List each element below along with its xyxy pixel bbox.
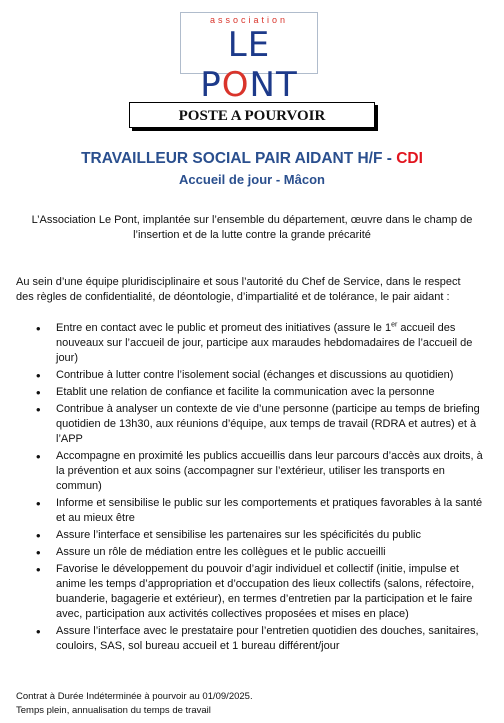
- bullet-sup: er: [391, 321, 398, 329]
- lead-paragraph: Au sein d’une équipe pluridisciplinaire et sous l’autorité du Chef de Service, dans le respect des règles de confidentialité, de déontologie, d’impartialité et de tolérance, le pair aidant :: [16, 276, 461, 303]
- poste-heading-box: POSTE A POURVOIR: [129, 102, 375, 128]
- footer-line-schedule: Temps plein, annualisation du temps de travail: [16, 705, 211, 716]
- logo-name: [181, 25, 317, 105]
- logo-name-suffix: NT: [249, 65, 298, 105]
- list-item: • Assure l’interface avec le prestataire pour l’entretien quotidien des douches, sanitaires, couloirs, SAS, sol bureau accueil et 1 bureau différent/jour: [36, 624, 484, 654]
- intro-paragraph: L’Association Le Pont, implantée sur l’ensemble du département, œuvre dans le champ de l’insertion et de la lutte contre la grande précarité: [31, 214, 473, 241]
- list-item: • Informe et sensibilise le public sur les comportements et pratiques favorables à la santé et au mieux être: [36, 496, 484, 526]
- logo-name-o: O: [221, 65, 250, 105]
- job-title-main: TRAVAILLEUR SOCIAL PAIR AIDANT H/F -: [81, 150, 392, 167]
- list-item: • Favorise le développement du pouvoir d’agir individuel et collectif (initie, impulse et anime les temps d’appropriation et d’occupation des lieux collectifs (salons, réfectoire, buanderie, bagagerie et extérieur), en termes d’entretien par la participation et le faire avec, participation aux activités collectives proposées et mises en place): [36, 562, 484, 622]
- bullet-text: accueil des nouveaux sur l’accueil de jour, participe aux maraudes hebdomadaires de l’accueil de jour): [56, 322, 473, 364]
- job-title: [0, 150, 504, 168]
- list-item: • Assure un rôle de médiation entre les collègues et le public accueilli: [36, 545, 484, 560]
- logo-name-prefix: LE P: [200, 25, 271, 105]
- list-item: • Assure l’interface et sensibilise les partenaires sur les spécificités du public: [36, 528, 484, 543]
- logo-small-text: association: [209, 15, 289, 25]
- association-logo: [180, 12, 318, 105]
- missions-list: [36, 321, 484, 656]
- list-item: • Contribue à analyser un contexte de vie d’une personne (participe au temps de briefing quotidien de 13h30, aux réunions d’équipe, aux temps de travail (RDRA et autres) et à l’APP: [36, 402, 484, 447]
- contract-footer: [16, 690, 253, 718]
- bullet-text: Entre en contact avec le public et promeut des initiatives (assure le 1: [56, 322, 392, 334]
- job-location: Accueil de jour - Mâcon: [179, 172, 325, 187]
- contract-type-badge: CDI: [396, 150, 423, 167]
- list-item: • Contribue à lutter contre l’isolement social (échanges et discussions au quotidien): [36, 368, 484, 383]
- list-item: • Accompagne en proximité les publics accueillis dans leur parcours d’accès aux droits, à la prévention et aux soins (accompagner sur l’extérieur, utiliser les transports en commun): [36, 449, 484, 494]
- list-item: • Etablit une relation de confiance et facilite la communication avec la personne: [36, 385, 484, 400]
- footer-line-contract: Contrat à Durée Indéterminée à pourvoir au 01/09/2025.: [16, 691, 253, 702]
- list-item: [36, 321, 484, 366]
